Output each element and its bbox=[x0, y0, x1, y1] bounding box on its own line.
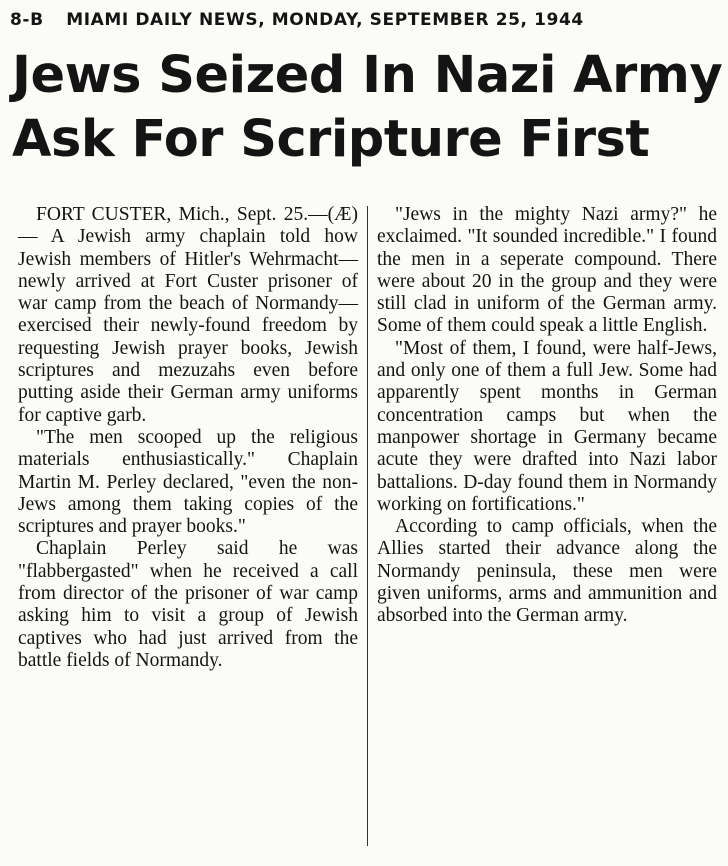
paragraph: "Most of them, I found, were half-Jews, and only one of them a full Jew. Some had apparently spent months in German concentration camps but when the manpower shortage in Germany became acute they were drafted into Nazi labor battalions. D-day found them in Normandy working on fortifications." bbox=[377, 337, 717, 515]
article-column-left bbox=[18, 204, 358, 672]
paragraph: "The men scooped up the religious materials enthusiastically." Chaplain Martin M. Perley declared, "even the non-Jews among them taking copies of the scriptures and prayer books." bbox=[18, 426, 358, 538]
column-divider bbox=[367, 206, 368, 846]
headline-line-1: Jews Seized In Nazi Army bbox=[12, 46, 723, 105]
paragraph: Chaplain Perley said he was "flabbergasted" when he received a call from director of the prisoner of war camp asking him to visit a group of Jewish captives who had just arrived from the battle fields of Normandy. bbox=[18, 538, 358, 671]
page-number: 8-B bbox=[10, 10, 44, 30]
article-column-right bbox=[377, 204, 717, 628]
paragraph: "Jews in the mighty Nazi army?" he exclaimed. "It sounded incredible." I found the men in a seperate compound. There were about 20 in the group and they were still clad in uniform of the German army. Some of them could speak a little English. bbox=[377, 204, 717, 337]
headline-line-2: Ask For Scripture First bbox=[12, 110, 650, 169]
headline bbox=[12, 44, 723, 172]
dateline bbox=[10, 10, 718, 30]
paragraph: According to camp officials, when the Allies started their advance along the Normandy peninsula, these men were given uniforms, arms and ammunition and absorbed into the German army. bbox=[377, 516, 717, 627]
paragraph: FORT CUSTER, Mich., Sept. 25.—(Æ) — A Jewish army chaplain told how Jewish members of Hitler's Wehrmacht—newly arrived at Fort Custer prisoner of war camp from the beach of Normandy—exercised their newly-found freedom by requesting Jewish prayer books, Jewish scriptures and mezuzahs even before putting aside their German army uniforms for captive garb. bbox=[18, 204, 358, 426]
masthead-date: MIAMI DAILY NEWS, MONDAY, SEPTEMBER 25, 1944 bbox=[66, 10, 584, 30]
